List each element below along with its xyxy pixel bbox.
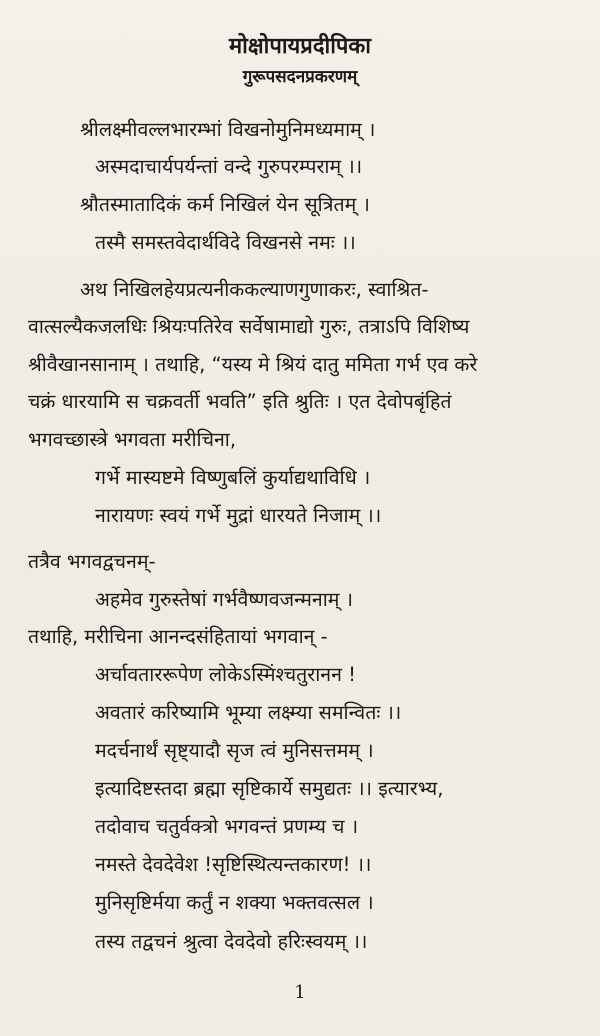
page-title: मोक्षोपायप्रदीपिका	[229, 34, 371, 59]
verse-line: श्रीलक्ष्मीवल्लभारम्भां विखनोमुनिमध्यमाम् ।	[80, 118, 376, 141]
verse-line: अर्चावताररूपेण लोकेऽस्मिंश्चतुरानन !	[95, 663, 356, 686]
prose-line: तथाहि, मरीचिना आनन्दसंहितायां भगवान् -	[28, 625, 328, 648]
verse-line: तस्य तद्वचनं श्रुत्वा देवदेवो हरिःस्वयम् ।।	[95, 930, 368, 953]
page-number: 1	[294, 982, 306, 1003]
prose-line: वात्सल्यैकजलधिः श्रियःपतिरेव सर्वेषामाद्यो गुरुः, तत्राऽपि विशिष्य	[28, 315, 470, 338]
prose-line: भगवच्छास्त्रे भगवता मरीचिना,	[28, 428, 237, 451]
prose-line: अथ निखिलहेयप्रत्यनीककल्याणगुणाकरः, स्वाश्रित-	[80, 278, 429, 301]
verse-line: अवतारं करिष्यामि भूम्या लक्ष्म्या समन्वितः ।।	[95, 701, 402, 724]
verse-line: अस्मदाचार्यपर्यन्तां वन्दे गुरुपरम्पराम् ।।	[95, 155, 363, 178]
verse-line: श्रौतस्मातादिकं कर्म निखिलं येन सूत्रितम् ।	[80, 193, 370, 216]
verse-line: मुनिसृष्टिर्मया कर्तुं न शक्या भक्तवत्सल ।	[95, 891, 374, 914]
verse-line: तस्मै समस्तवेदार्थविदे विखनसे नमः ।।	[95, 231, 356, 254]
verse-line: अहमेव गुरुस्तेषां गर्भवैष्णवजन्मनाम् ।	[95, 588, 354, 611]
verse-line: तदोवाच चतुर्वक्त्रो भगवन्तं प्रणम्य च ।	[95, 815, 359, 838]
verse-line: नमस्ते देवदेवेश !सृष्टिस्थित्यन्तकारण! ।।	[95, 853, 372, 876]
prose-line: श्रीवैखानसानाम् । तथाहि, “यस्य मे श्रियं दातु ममिता गर्भ एव करे	[28, 353, 478, 376]
verse-line: गर्भे मास्यष्टमे विष्णुबलिं कुर्याद्यथाविधि ।	[95, 466, 371, 489]
verse-line: इत्यादिष्टस्तदा ब्रह्मा सृष्टिकार्ये समुद्यतः ।। इत्यारभ्य,	[95, 777, 444, 800]
prose-line: चक्रं धारयामि स चक्रवर्ती भवति” इति श्रुतिः । एत देवोपबृंहितं	[28, 390, 452, 413]
verse-line: मदर्चनार्थं सृष्ट्यादौ सृज त्वं मुनिसत्तमम् ।	[95, 739, 374, 762]
verse-line: नारायणः स्वयं गर्भे मुद्रां धारयते निजाम् ।।	[95, 504, 382, 527]
section-subtitle: गुरूपसदनप्रकरणम्	[242, 67, 358, 87]
prose-line: तत्रैव भगवद्वचनम्-	[28, 550, 156, 573]
